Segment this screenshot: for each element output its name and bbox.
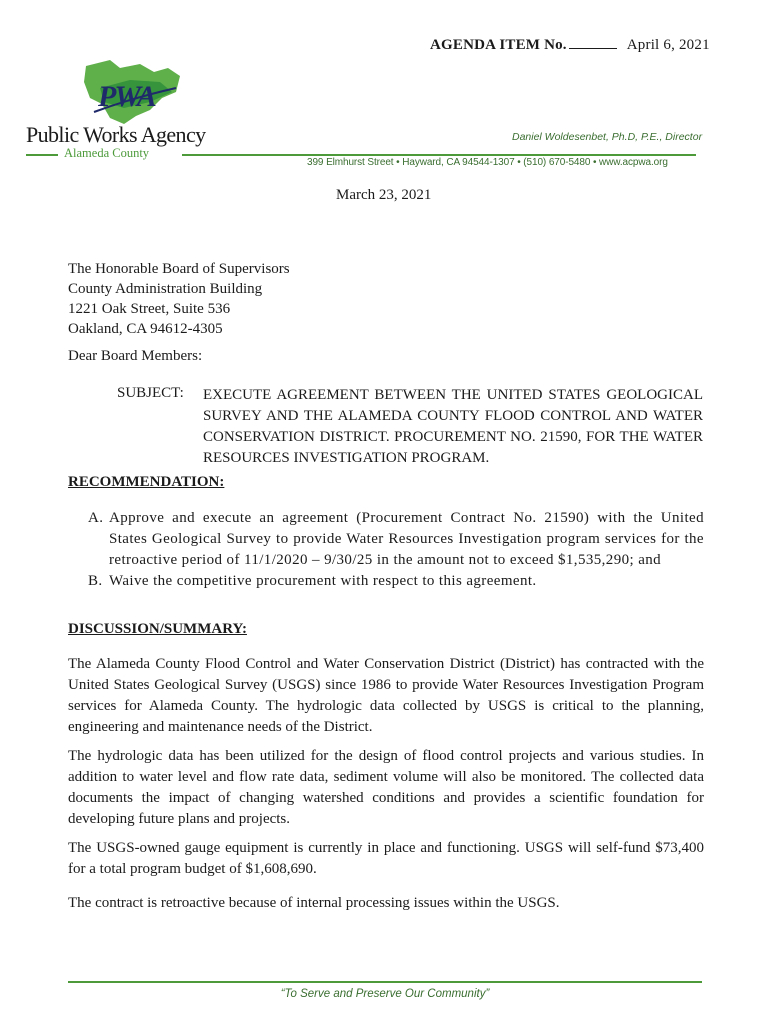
discussion-paragraph: The USGS-owned gauge equipment is currently in place and functioning. USGS will self-fund $73,400 for a total program budget of $1,608,690. [68,840,704,877]
discussion-paragraph: The hydrologic data has been utilized for the design of flood control projects and various studies. In addition to water level and flow rate data, sediment volume will also be monitored. The collected data documents the impact of changing watershed conditions and provides a scientific foundation for developing future plans and projects. [68,748,704,827]
list-item [88,508,704,571]
agenda-number-blank [569,36,617,49]
footer-motto: “To Serve and Preserve Our Community” [280,988,490,1000]
county-rule-left [26,154,58,156]
county-rule-right [182,154,696,156]
addressee-line: The Honorable Board of Supervisors [68,261,290,277]
agency-name: Public Works Agency [26,122,206,147]
list-item [88,571,704,592]
discussion-paragraph: The contract is retroactive because of internal processing issues within the USGS. [68,895,560,911]
county-name: Alameda County [64,146,150,160]
letter-date: March 23, 2021 [336,187,432,203]
list-item-text: Waive the competitive procurement with respect to this agreement. [109,573,537,589]
salutation: Dear Board Members: [68,348,203,364]
agenda-item-label: AGENDA ITEM No. [430,37,567,53]
discussion-heading: DISCUSSION/SUMMARY: [68,621,247,637]
list-item-letter: A. [88,510,104,526]
subject-label: SUBJECT: [117,385,184,401]
director-name: Daniel Woldesenbet, Ph.D, P.E., Director [512,131,703,143]
pwa-logo [80,58,184,130]
agency-address: 399 Elmhurst Street • Hayward, CA 94544-1307 • (510) 670-5480 • www.acpwa.org [307,157,668,168]
subject-text: EXECUTE AGREEMENT BETWEEN THE UNITED STATES GEOLOGICAL SURVEY AND THE ALAMEDA COUNTY FLOOD CONTROL AND WATER CONSERVATION DISTRICT. PROCUREMENT NO. 21590, FOR THE WATER RESOURCES INVESTIGATION PROGRAM. [203,387,703,466]
recommendation-heading: RECOMMENDATION: [68,474,225,490]
addressee-line: County Administration Building [68,281,263,297]
list-item-text: Approve and execute an agreement (Procurement Contract No. 21590) with the United States Geological Survey to provide Water Resources Investigation program services for the retroactive period of 11/1/2020 – 9/30/25 in the amount not to exceed $1,535,290; and [109,510,704,568]
svg-text:PWA: PWA [98,80,155,113]
agenda-item-line [430,36,710,54]
discussion-paragraph: The Alameda County Flood Control and Water Conservation District (District) has contracted with the United States Geological Survey (USGS) since 1986 to provide Water Resources Investigation Program services for Alameda County. The hydrologic data collected by USGS is critical to the planning, engineering and maintenance needs of the District. [68,656,704,735]
recommendation-list [88,508,704,592]
agenda-date: April 6, 2021 [626,37,710,53]
list-item-letter: B. [88,573,103,589]
addressee-line: Oakland, CA 94612-4305 [68,321,223,337]
addressee-block [68,259,290,339]
addressee-line: 1221 Oak Street, Suite 536 [68,301,231,317]
footer-rule [68,981,702,983]
